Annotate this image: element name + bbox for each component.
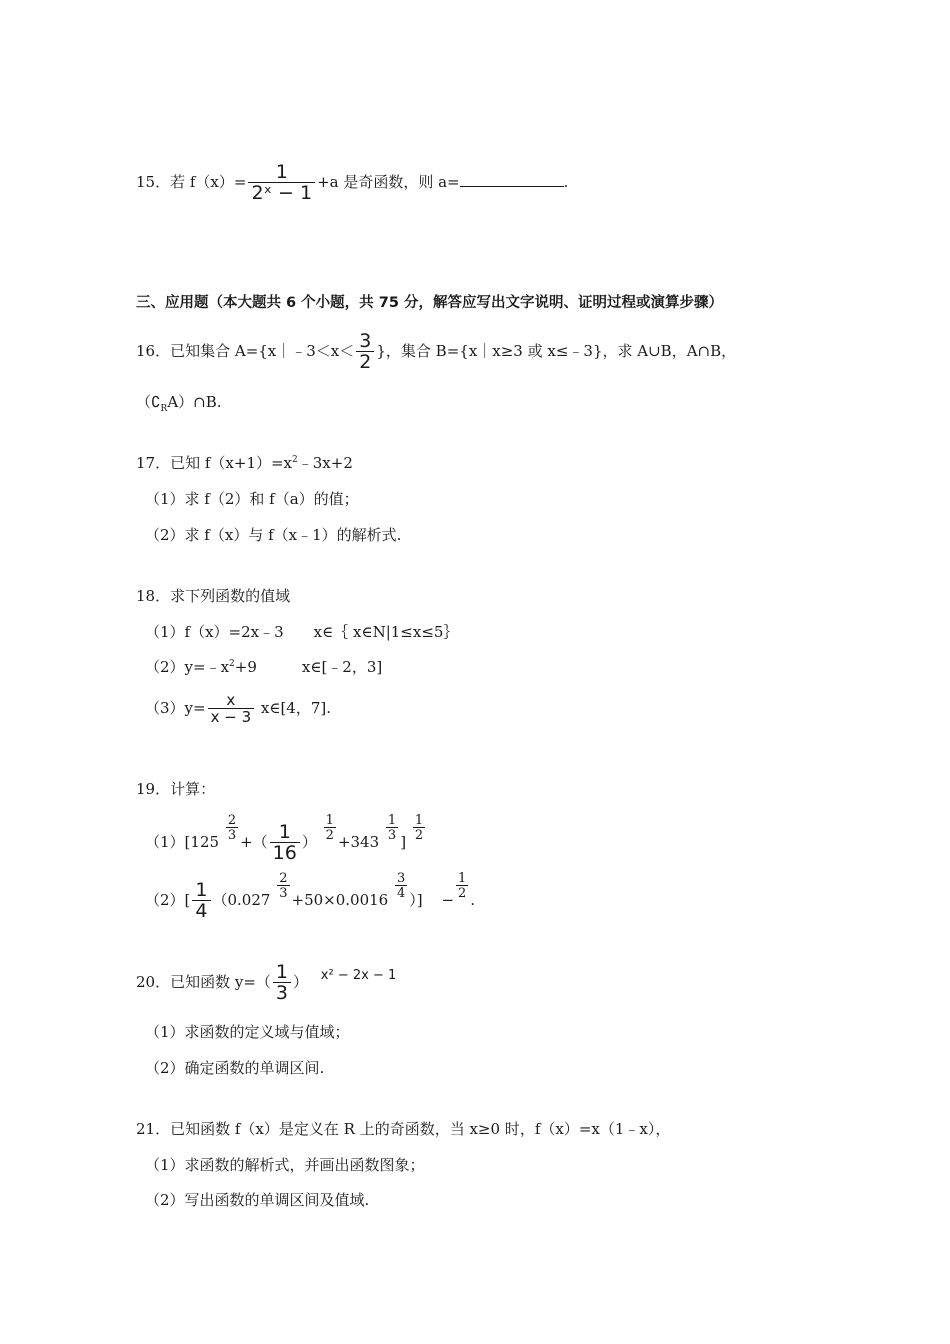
- expression-text: +（: [240, 833, 268, 851]
- expression-text: （0.027: [212, 891, 271, 909]
- fraction-numerator: 1: [195, 879, 208, 901]
- expression-text: （1）[125: [145, 833, 220, 851]
- expression-text: ）]: [409, 891, 423, 909]
- fraction-denominator: 4: [192, 900, 210, 921]
- question-18-part2: [145, 656, 382, 677]
- exponent-fraction: [395, 872, 407, 900]
- exponent-fraction: [226, 814, 238, 842]
- fraction-numerator: 2: [227, 813, 237, 828]
- fraction-numerator: 1: [278, 821, 291, 843]
- question-19: [136, 778, 215, 799]
- question-text: A）∩B.: [167, 393, 222, 411]
- question-17-part1: （1）求 f（2）和 f（a）的值；: [145, 490, 359, 508]
- fraction-denominator: 2: [356, 351, 374, 372]
- period: .: [563, 173, 569, 191]
- fraction-numerator: 3: [359, 330, 372, 352]
- question-text: x∈[4，7].: [256, 699, 332, 717]
- expression-text: （2）[: [145, 891, 191, 909]
- fraction-denominator: x − 3: [208, 708, 255, 725]
- fraction-numerator: 1: [414, 813, 424, 828]
- fraction: [273, 963, 291, 1003]
- fraction: [208, 693, 255, 725]
- fraction-numerator: 1: [275, 961, 288, 983]
- superscript: 2: [229, 659, 235, 669]
- question-text: +a 是奇函数，则 a=: [317, 173, 460, 191]
- fraction-denominator: 2ˣ − 1: [248, 182, 315, 203]
- exponent-fraction: [324, 814, 336, 842]
- expression-text: +50×0.0016: [291, 891, 389, 909]
- question-text: 计算：: [170, 780, 216, 798]
- fraction-denominator: 3: [279, 886, 288, 901]
- fraction-denominator: 3: [273, 982, 291, 1003]
- question-number: 18．: [136, 587, 171, 605]
- question-text: 已知函数 y=（: [170, 973, 271, 991]
- question-19-part2: [145, 872, 475, 921]
- question-text: 已知函数 f（x）是定义在 R 上的奇函数，当 x≥0 时，f（x）=x（1﹣x），: [170, 1120, 671, 1138]
- fraction: [248, 163, 315, 203]
- fraction: [356, 332, 374, 372]
- question-text: }，集合 B={x｜x≥3 或 x≤﹣3}，求 A∪B，A∩B，: [376, 342, 737, 360]
- question-18: [136, 585, 290, 606]
- fraction: [270, 823, 300, 863]
- fraction-numerator: 1: [387, 813, 397, 828]
- question-text: 已知 f（x+1）=x: [170, 454, 293, 472]
- question-15: [136, 163, 568, 203]
- question-21-part2: （2）写出函数的单调区间及值域.: [145, 1191, 370, 1209]
- expression-text: +343: [337, 833, 380, 851]
- question-text: 已知集合 A={x｜﹣3＜x＜: [170, 342, 355, 360]
- complement-open: （∁: [136, 393, 161, 411]
- question-number: 17．: [136, 454, 171, 472]
- question-number: 19．: [136, 780, 171, 798]
- question-text: （3）y=: [145, 699, 206, 717]
- question-text: ）: [293, 973, 309, 991]
- fraction-numerator: 1: [325, 813, 334, 828]
- exponent-fraction: [386, 814, 398, 842]
- question-text: ﹣3x+2: [297, 454, 353, 472]
- question-21-part1: （1）求函数的解析式，并画出函数图象；: [145, 1156, 425, 1174]
- question-number: 20．: [136, 973, 171, 991]
- exponent-fraction: [456, 872, 468, 900]
- question-16: [136, 332, 736, 372]
- fraction-numerator: 1: [275, 161, 288, 183]
- fraction-denominator: 3: [387, 828, 397, 843]
- fraction-denominator: 16: [270, 842, 300, 863]
- expression-text: ]: [400, 833, 407, 851]
- expression-text: ）: [301, 833, 317, 851]
- question-18-part3: [145, 693, 331, 725]
- question-17-part2: （2）求 f（x）与 f（x﹣1）的解析式.: [145, 526, 402, 544]
- fraction-denominator: 2: [414, 828, 424, 843]
- expression-text: −: [441, 891, 455, 909]
- question-text: 求下列函数的值域: [170, 587, 291, 605]
- question-17: [136, 452, 353, 473]
- fraction-denominator: 3: [227, 828, 237, 843]
- question-18-part1: （1）f（x）=2x﹣3 x∈｛ x∈N|1≤x≤5｝: [145, 623, 459, 641]
- question-text: +9 x∈[﹣2，3]: [234, 658, 383, 676]
- question-20-part1: （1）求函数的定义域与值域；: [145, 1023, 350, 1041]
- question-21: [136, 1118, 670, 1139]
- fraction-denominator: 2: [325, 828, 334, 843]
- question-number: 15．: [136, 173, 171, 191]
- fraction-denominator: 2: [458, 886, 467, 901]
- question-number: 21．: [136, 1120, 171, 1138]
- question-20-part2: （2）确定函数的单调区间.: [145, 1059, 325, 1077]
- question-number: 16．: [136, 342, 171, 360]
- subscript: R: [160, 404, 168, 414]
- exponent-fraction: [277, 872, 289, 900]
- period: .: [470, 891, 476, 909]
- answer-blank: [460, 172, 564, 187]
- fraction: [192, 881, 210, 921]
- superscript: 2: [292, 455, 298, 465]
- question-19-part1: [145, 814, 427, 863]
- exponent-expression: x² − 2x − 1: [320, 968, 397, 983]
- fraction-numerator: 2: [279, 871, 288, 886]
- fraction-numerator: 3: [397, 871, 406, 886]
- question-20: [136, 963, 396, 1003]
- fraction-denominator: 4: [397, 886, 406, 901]
- fraction-numerator: 1: [458, 871, 467, 886]
- question-text: （2）y=﹣x: [145, 658, 230, 676]
- question-16-line2: [136, 391, 222, 414]
- question-text: 若 f（x）=: [170, 173, 247, 191]
- exponent-fraction: [413, 814, 425, 842]
- section-heading: 三、应用题（本大题共 6 个小题，共 75 分，解答应写出文字说明、证明过程或演算步骤）: [136, 295, 723, 311]
- fraction-numerator: x: [226, 691, 236, 709]
